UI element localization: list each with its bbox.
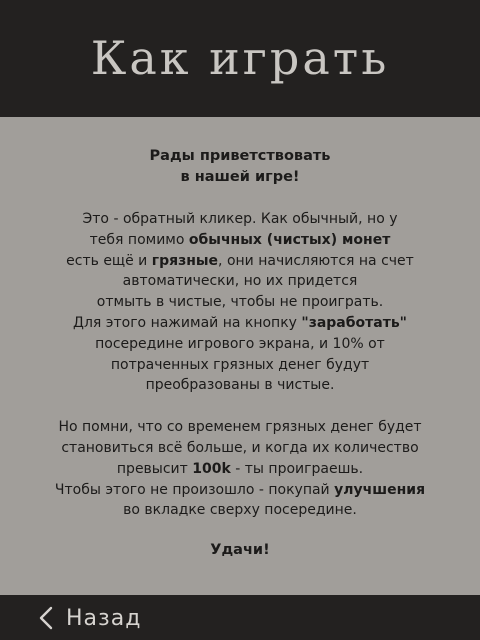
footer-bar bbox=[0, 595, 480, 640]
greeting-line: в нашей игре! bbox=[180, 169, 300, 185]
rules-line: отмыть в чистые, чтобы не проиграть. bbox=[96, 294, 384, 311]
chevron-left-icon bbox=[36, 605, 58, 631]
back-label: Назад bbox=[66, 605, 142, 631]
rules-line: Чтобы этого не произошло - покупай улучшения bbox=[54, 481, 426, 498]
rules-line: тебя помимо обычных (чистых) монет bbox=[89, 231, 391, 248]
rules-line: автоматически, но их придется bbox=[122, 273, 358, 290]
earn-button-highlight: "заработать" bbox=[301, 314, 407, 331]
back-button[interactable] bbox=[36, 603, 141, 633]
greeting-line: Рады приветствовать bbox=[149, 148, 331, 164]
rules-line: во вкладке сверху посередине. bbox=[123, 502, 357, 519]
rules-line: Но помни, что со временем грязных денег будет bbox=[58, 419, 422, 436]
rules-line: превысит 100k - ты проиграешь. bbox=[116, 460, 364, 477]
upgrades-highlight: улучшения bbox=[334, 481, 426, 498]
closing-text: Удачи! bbox=[210, 542, 270, 559]
limit-highlight: 100k bbox=[192, 460, 231, 477]
rules-line: посередине игрового экрана, и 10% от bbox=[95, 335, 385, 352]
rules-line: преобразованы в чистые. bbox=[145, 377, 335, 394]
dirty-coins-highlight: грязные bbox=[151, 252, 219, 269]
greeting bbox=[0, 146, 480, 188]
instructions-panel bbox=[0, 117, 480, 595]
header bbox=[0, 0, 480, 117]
clean-coins-highlight: обычных (чистых) монет bbox=[188, 231, 391, 248]
rules-line: потраченных грязных денег будут bbox=[110, 356, 370, 373]
rules-line: Для этого нажимай на кнопку "заработать" bbox=[73, 314, 407, 331]
rules-line: становиться всё больше, и когда их количество bbox=[61, 439, 419, 456]
rules-line: Это - обратный кликер. Как обычный, но у bbox=[82, 211, 398, 227]
rules-paragraph-2 bbox=[0, 417, 480, 521]
rules-paragraph-1 bbox=[0, 209, 480, 396]
page-title: Как играть bbox=[90, 30, 390, 85]
rules-line: есть ещё и грязные, они начисляются на счет bbox=[66, 252, 414, 269]
